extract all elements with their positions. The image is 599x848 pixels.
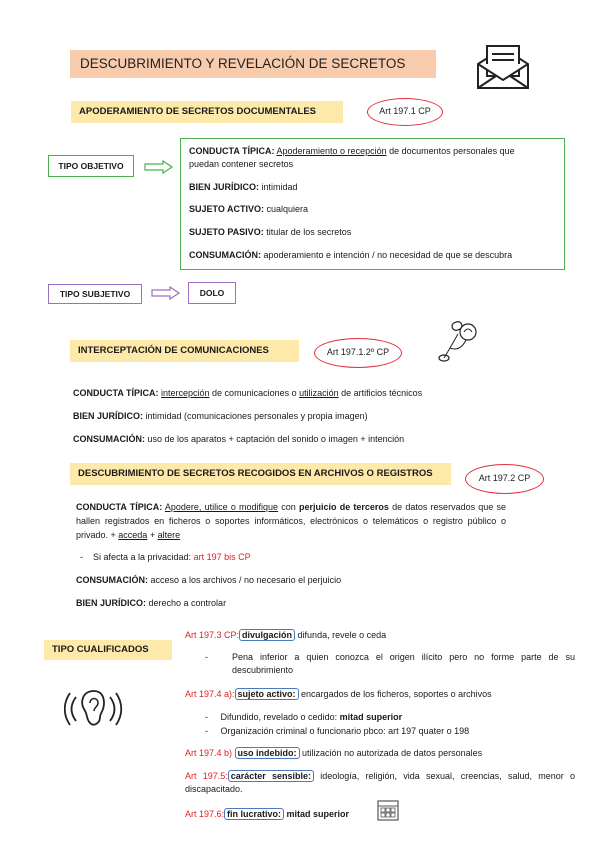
s3-consumacion-line bbox=[76, 574, 341, 587]
article-oval-197-2: Art 197.2 CP bbox=[465, 464, 544, 494]
cons-label: CONSUMACIÓN: bbox=[189, 250, 261, 260]
conducta-underlined: Apoderamiento o recepción bbox=[276, 146, 387, 156]
cash-register-icon bbox=[376, 798, 400, 822]
bullet-dash: - bbox=[80, 552, 93, 562]
s2-cons-label: CONSUMACIÓN: bbox=[73, 434, 145, 444]
s2-bien-text: intimidad (comunicaciones personales y propia imagen) bbox=[143, 411, 368, 421]
r2-art: Art 197.4 a): bbox=[185, 689, 235, 699]
sujeto-activo-line bbox=[189, 203, 308, 216]
conducta-text: de documentos personales que bbox=[386, 146, 515, 156]
s2-conducta-line bbox=[73, 387, 422, 400]
tipo-objetivo-box: TIPO OBJETIVO bbox=[48, 155, 134, 177]
ear-icon bbox=[64, 683, 124, 733]
s2-conducta-end: de artificios técnicos bbox=[338, 388, 423, 398]
s3-conducta-paragraph bbox=[76, 500, 506, 542]
section-heading-cualificados: TIPO CUALIFICADOS bbox=[44, 640, 172, 660]
page-title: DESCUBRIMIENTO Y REVELACIÓN DE SECRETOS bbox=[70, 50, 436, 78]
s3-cons-label: CONSUMACIÓN: bbox=[76, 575, 148, 585]
article-oval-197-1: Art 197.1 CP bbox=[367, 98, 443, 126]
s2-conducta-u1: intercepción bbox=[161, 388, 210, 398]
r1-tag: divulgación bbox=[239, 629, 295, 641]
dolo-box: DOLO bbox=[188, 282, 236, 304]
r1-bullet: Pena inferior a quien conozca el origen ilícito pero no forme parte de su descubrimiento bbox=[232, 652, 575, 675]
tipo-subjetivo-box: TIPO SUBJETIVO bbox=[48, 284, 142, 304]
s3-conducta-mid: con bbox=[278, 502, 299, 512]
envelope-icon bbox=[474, 42, 532, 92]
tipo-objetivo-detail-box bbox=[180, 138, 565, 270]
s3-bien-text: derecho a controlar bbox=[146, 598, 227, 608]
r1-text: difunda, revele o ceda bbox=[295, 630, 387, 640]
r5-art: Art 197.6: bbox=[185, 809, 225, 819]
s2-consumacion-line bbox=[73, 433, 404, 446]
s3-bullet-red: art 197 bis CP bbox=[193, 552, 251, 562]
s3-bullet-text: Si afecta a la privacidad: bbox=[93, 552, 194, 562]
s3-conducta-plus: + bbox=[147, 530, 158, 540]
r2-b1-bold: mitad superior bbox=[339, 712, 403, 722]
r5-line bbox=[185, 808, 349, 821]
r1-art: Art 197.3 CP: bbox=[185, 630, 240, 640]
s3-bullet bbox=[80, 551, 251, 564]
s3-bien-label: BIEN JURÍDICO: bbox=[76, 598, 147, 608]
arrow-right-icon bbox=[151, 286, 181, 300]
r1-bullet-dash: - bbox=[205, 652, 208, 662]
r4-tag: carácter sensible: bbox=[228, 770, 314, 782]
bien-text: intimidad bbox=[259, 182, 298, 192]
r2-text: encargados de los ficheros, soportes o archivos bbox=[298, 689, 492, 699]
r2-b1-text: Difundido, revelado o cedido: bbox=[220, 712, 340, 722]
r4-art: Art 197.5: bbox=[185, 771, 228, 781]
bullet-dash: - bbox=[205, 726, 221, 736]
consumacion-line bbox=[189, 249, 512, 262]
cons-text: apoderamiento e intención / no necesidad de que se descubra bbox=[261, 250, 513, 260]
r2-tag: sujeto activo: bbox=[235, 688, 299, 700]
s3-conducta-u3: altere bbox=[157, 530, 181, 540]
s2-conducta-label: CONDUCTA TÍPICA: bbox=[73, 388, 159, 398]
conducta-line-2: puedan contener secretos bbox=[189, 159, 294, 169]
section-heading-archivos: DESCUBRIMIENTO DE SECRETOS RECOGIDOS EN ARCHIVOS O REGISTROS bbox=[70, 463, 451, 485]
arrow-right-icon bbox=[144, 160, 174, 174]
r2-b2-text: Organización criminal o funcionario pbco: art 197 quater o 198 bbox=[220, 726, 470, 736]
section-heading-apoderamiento: APODERAMIENTO DE SECRETOS DOCUMENTALES bbox=[71, 101, 343, 123]
s3-bien-line bbox=[76, 597, 226, 610]
s2-cons-text: uso de los aparatos + captación del sonido o imagen + intención bbox=[145, 434, 405, 444]
conducta-label: CONDUCTA TÍPICA: bbox=[189, 146, 275, 156]
section-heading-interceptacion: INTERCEPTACIÓN DE COMUNICACIONES bbox=[70, 340, 299, 362]
s3-cons-text: acceso a los archivos / no necesario el perjuicio bbox=[148, 575, 342, 585]
article-oval-197-1-2: Art 197.1.2º CP bbox=[314, 338, 402, 368]
sa-text: cualquiera bbox=[264, 204, 309, 214]
sp-text: titular de los secretos bbox=[263, 227, 352, 237]
r5-tag: fin lucrativo: bbox=[224, 808, 284, 820]
conducta-line bbox=[189, 145, 515, 158]
s2-bien-label: BIEN JURÍDICO: bbox=[73, 411, 144, 421]
sa-label: SUJETO ACTIVO: bbox=[189, 204, 265, 214]
s3-conducta-label: CONDUCTA TÍPICA: bbox=[76, 502, 163, 512]
r3-line bbox=[185, 747, 482, 760]
s3-conducta-bold: perjuicio de terceros bbox=[299, 502, 389, 512]
sujeto-pasivo-line bbox=[189, 226, 351, 239]
bullet-dash: - bbox=[205, 712, 221, 722]
r3-text: utilización no autorizada de datos personales bbox=[299, 748, 483, 758]
s3-conducta-u1: Apodere, utilice o modifique bbox=[164, 502, 279, 512]
r2-bullet-1 bbox=[205, 711, 402, 724]
r2-line bbox=[185, 688, 492, 701]
r2-bullet-2 bbox=[205, 725, 469, 738]
s2-bien-line bbox=[73, 410, 368, 423]
phone-wiretap-icon bbox=[436, 318, 484, 366]
r3-tag: uso indebido: bbox=[235, 747, 300, 759]
r3-art: Art 197.4 b) bbox=[185, 748, 233, 758]
bien-label: BIEN JURÍDICO: bbox=[189, 182, 260, 192]
r1-line bbox=[185, 629, 386, 642]
sp-label: SUJETO PASIVO: bbox=[189, 227, 264, 237]
s3-conducta-end: de datos reservados que se hallen registrados en ficheros o soportes informáticos, electrónicos o telemáticos o registro público o privado. + bbox=[76, 502, 506, 540]
s3-conducta-u2: acceda bbox=[118, 530, 148, 540]
r4-line bbox=[185, 770, 575, 796]
r5-bold: mitad superior bbox=[284, 809, 350, 819]
s2-conducta-mid: de comunicaciones o bbox=[209, 388, 300, 398]
bien-juridico-line bbox=[189, 181, 298, 194]
r4-text: ideología, religión, vida sexual, creencias, salud, menor o discapacitado. bbox=[185, 771, 576, 794]
s2-conducta-u2: utilización bbox=[299, 388, 339, 398]
